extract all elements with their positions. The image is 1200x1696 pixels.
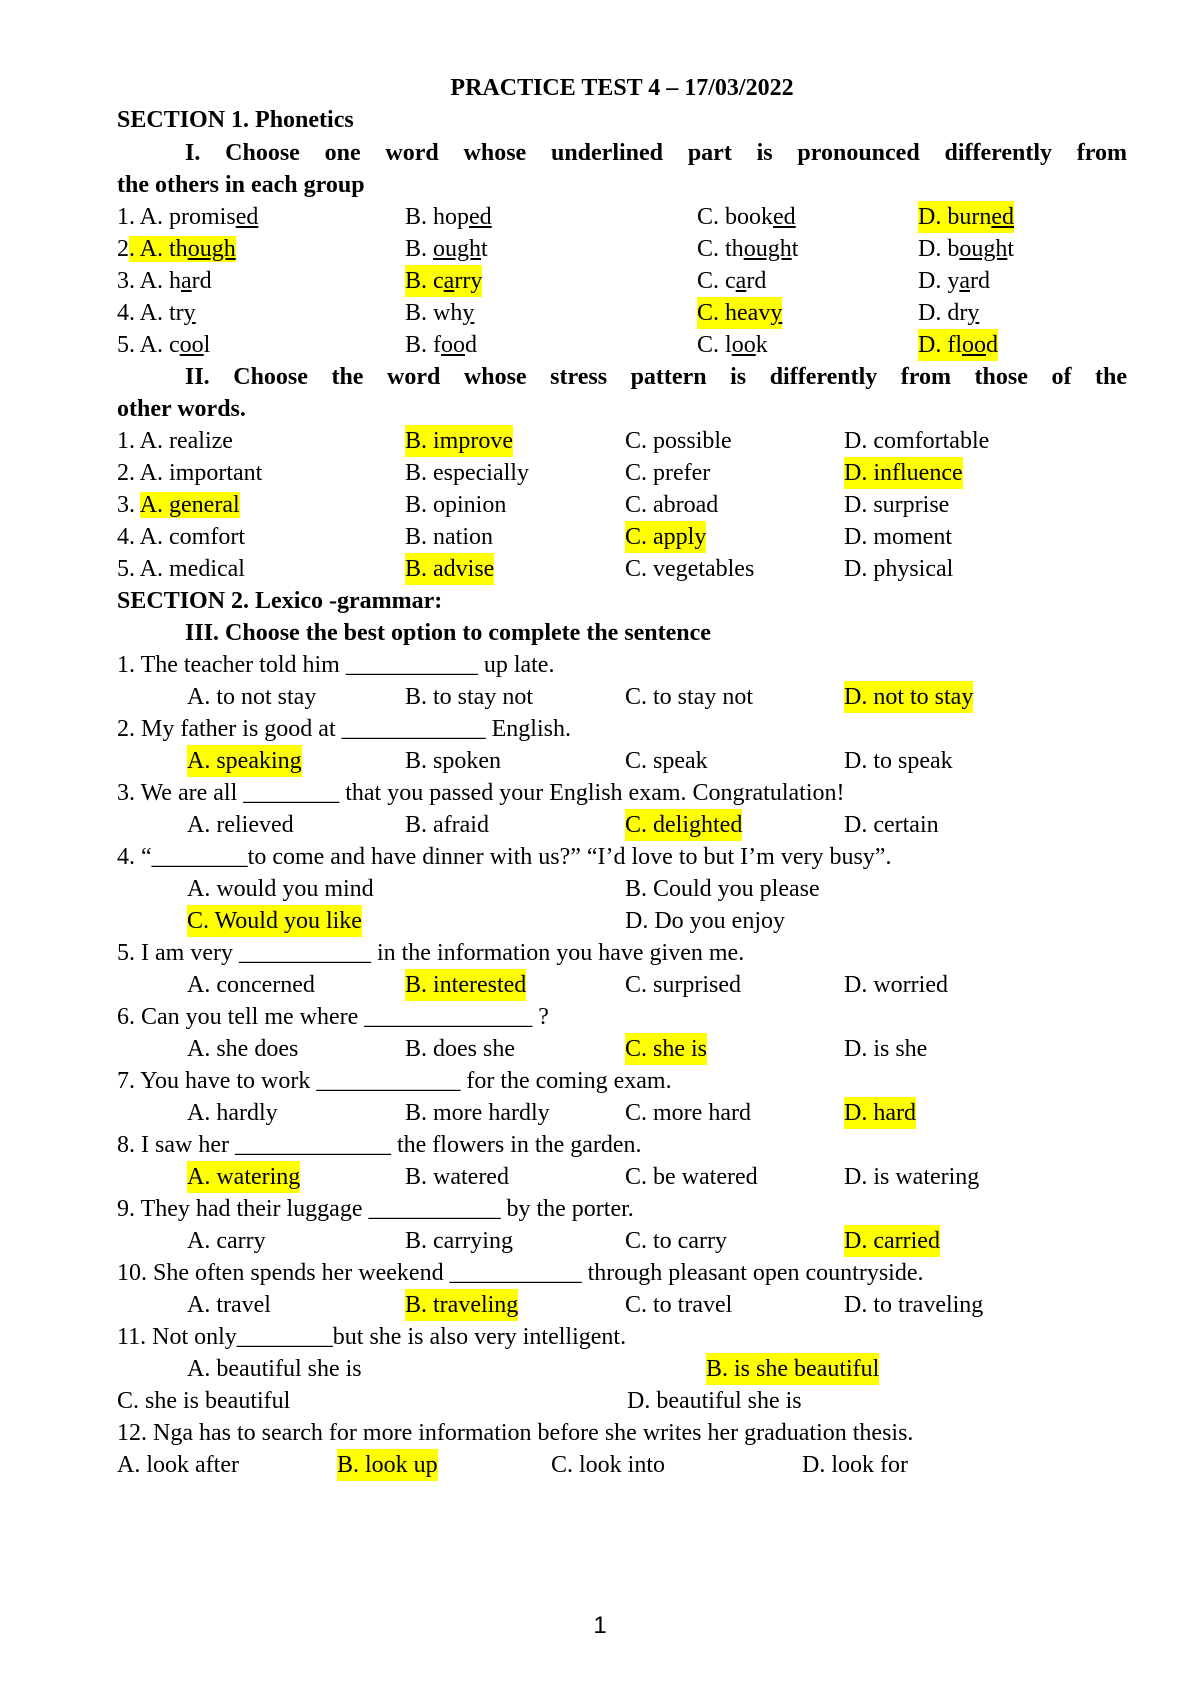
option-d: D. is watering xyxy=(844,1164,980,1190)
option-b-answer: B. carry xyxy=(405,265,482,297)
option-c: C. card xyxy=(697,268,767,294)
stress-row-2 xyxy=(117,457,1127,489)
option-b: B. why xyxy=(405,300,475,326)
question-10-options xyxy=(117,1289,1127,1321)
option-b: B. afraid xyxy=(405,812,489,838)
option-c: C. more hard xyxy=(625,1100,751,1126)
question-12: 12. Nga has to search for more information before she writes her graduation thesis. xyxy=(117,1420,914,1446)
part2-instruction-line1: II. Choose the word whose stress pattern is differently from those of the xyxy=(185,364,1127,390)
option-a: 1. A. promised xyxy=(117,204,259,230)
option-c: C. look into xyxy=(551,1452,666,1478)
option-c: C. possible xyxy=(625,428,732,454)
option-d-answer: D. not to stay xyxy=(844,681,973,713)
option-d-answer: D. burned xyxy=(918,201,1014,233)
stress-row-3 xyxy=(117,489,1127,521)
option-a: 1. A. realize xyxy=(117,428,233,454)
option-d: D. is she xyxy=(844,1036,928,1062)
option-d: D. look for xyxy=(802,1452,908,1478)
option-c-answer: C. apply xyxy=(625,521,706,553)
question-8: 8. I saw her _____________ the flowers in the garden. xyxy=(117,1132,642,1158)
option-d: D. physical xyxy=(844,556,954,582)
part1-instruction-line2: the others in each group xyxy=(117,172,365,198)
option-d-answer: D. flood xyxy=(918,329,998,361)
option-a: 2. A. though xyxy=(117,236,236,262)
option-c-answer: C. heavy xyxy=(697,297,782,329)
option-c: C. vegetables xyxy=(625,556,755,582)
option-d: D. yard xyxy=(918,268,990,294)
option-b: B. nation xyxy=(405,524,493,550)
option-d: D. worried xyxy=(844,972,948,998)
question-2-options xyxy=(117,745,1127,777)
question-11-options-row2 xyxy=(117,1385,1127,1417)
option-b-answer: B. traveling xyxy=(405,1289,518,1321)
option-b: B. especially xyxy=(405,460,529,486)
question-5: 5. I am very ___________ in the information you have given me. xyxy=(117,940,745,966)
option-d-answer: D. influence xyxy=(844,457,963,489)
section2-heading: SECTION 2. Lexico -grammar: xyxy=(117,588,443,614)
option-d: D. to speak xyxy=(844,748,953,774)
option-c: C. to travel xyxy=(625,1292,733,1318)
option-d: D. Do you enjoy xyxy=(625,908,785,934)
question-9-options xyxy=(117,1225,1127,1257)
option-a: 4. A. try xyxy=(117,300,196,326)
question-5-options xyxy=(117,969,1127,1001)
option-d: D. bought xyxy=(918,236,1015,262)
option-a: 5. A. cool xyxy=(117,332,211,358)
question-4-options-row1 xyxy=(117,873,1127,905)
question-1: 1. The teacher told him ___________ up late. xyxy=(117,652,555,678)
option-b: B. watered xyxy=(405,1164,509,1190)
phonetics-row-4 xyxy=(117,297,1127,329)
option-b: B. to stay not xyxy=(405,684,534,710)
question-3: 3. We are all ________ that you passed your English exam. Congratulation! xyxy=(117,780,845,806)
option-d: D. beautiful she is xyxy=(627,1388,802,1414)
phonetics-row-5 xyxy=(117,329,1127,361)
option-b: B. Could you please xyxy=(625,876,820,902)
option-a: A. travel xyxy=(187,1292,271,1318)
option-c: C. to stay not xyxy=(625,684,754,710)
option-c-answer: C. delighted xyxy=(625,809,742,841)
option-a-answer: 3. A. general xyxy=(117,492,240,518)
question-6: 6. Can you tell me where ______________ ? xyxy=(117,1004,549,1030)
option-a: A. carry xyxy=(187,1228,266,1254)
option-b-answer: B. is she beautiful xyxy=(706,1353,879,1385)
phonetics-row-1 xyxy=(117,201,1127,233)
section1-heading: SECTION 1. Phonetics xyxy=(117,107,354,133)
part3-instruction: III. Choose the best option to complete the sentence xyxy=(185,620,711,646)
option-c-answer: C. she is xyxy=(625,1033,707,1065)
question-12-options xyxy=(117,1449,1127,1481)
option-a-answer: A. watering xyxy=(187,1161,300,1193)
option-b-answer: B. advise xyxy=(405,553,494,585)
option-d: D. certain xyxy=(844,812,939,838)
option-d: D. surprise xyxy=(844,492,950,518)
option-b-answer: B. look up xyxy=(337,1449,438,1481)
stress-row-4 xyxy=(117,521,1127,553)
question-7: 7. You have to work ____________ for the coming exam. xyxy=(117,1068,672,1094)
option-c: C. speak xyxy=(625,748,708,774)
option-d: D. moment xyxy=(844,524,952,550)
option-a-answer: A. speaking xyxy=(187,745,302,777)
phonetics-row-2 xyxy=(117,233,1127,265)
question-4-options-row2 xyxy=(117,905,1127,937)
option-d: D. dry xyxy=(918,300,980,326)
option-a: 5. A. medical xyxy=(117,556,245,582)
question-4: 4. “________to come and have dinner with us?” “I’d love to but I’m very busy”. xyxy=(117,844,892,870)
question-10: 10. She often spends her weekend ___________ through pleasant open countryside. xyxy=(117,1260,924,1286)
option-d-answer: D. hard xyxy=(844,1097,916,1129)
option-a: 3. A. hard xyxy=(117,268,212,294)
part2-instruction-line2: other words. xyxy=(117,396,246,422)
option-c: C. be watered xyxy=(625,1164,758,1190)
option-c: C. she is beautiful xyxy=(117,1388,291,1414)
stress-row-5 xyxy=(117,553,1127,585)
option-b: B. does she xyxy=(405,1036,515,1062)
option-a: A. hardly xyxy=(187,1100,278,1126)
option-a: 4. A. comfort xyxy=(117,524,245,550)
option-a: 2. A. important xyxy=(117,460,263,486)
option-d-answer: D. carried xyxy=(844,1225,940,1257)
question-2: 2. My father is good at ____________ English. xyxy=(117,716,571,742)
option-b: B. hoped xyxy=(405,204,492,230)
option-b: B. more hardly xyxy=(405,1100,550,1126)
option-a: A. relieved xyxy=(187,812,294,838)
option-c: C. to carry xyxy=(625,1228,727,1254)
question-7-options xyxy=(117,1097,1127,1129)
part1-instruction-line1: I. Choose one word whose underlined part is pronounced differently from xyxy=(185,140,1127,166)
option-a: A. would you mind xyxy=(187,876,374,902)
option-d: D. to traveling xyxy=(844,1292,984,1318)
question-9: 9. They had their luggage ___________ by the porter. xyxy=(117,1196,634,1222)
question-6-options xyxy=(117,1033,1127,1065)
option-c-answer: C. Would you like xyxy=(187,905,362,937)
phonetics-row-3 xyxy=(117,265,1127,297)
option-a: A. to not stay xyxy=(187,684,317,710)
option-a: A. she does xyxy=(187,1036,299,1062)
option-b: B. spoken xyxy=(405,748,501,774)
option-b-answer: B. interested xyxy=(405,969,526,1001)
option-b-answer: B. improve xyxy=(405,425,513,457)
option-c: C. look xyxy=(697,332,768,358)
option-c: C. booked xyxy=(697,204,796,230)
option-a: A. look after xyxy=(117,1452,239,1478)
option-c: C. surprised xyxy=(625,972,741,998)
option-d: D. comfortable xyxy=(844,428,990,454)
option-c: C. prefer xyxy=(625,460,711,486)
option-c: C. thought xyxy=(697,236,799,262)
question-1-options xyxy=(117,681,1127,713)
question-11: 11. Not only________but she is also very intelligent. xyxy=(117,1324,627,1350)
question-8-options xyxy=(117,1161,1127,1193)
stress-row-1 xyxy=(117,425,1127,457)
page-number: 1 xyxy=(593,1612,607,1639)
option-a: A. concerned xyxy=(187,972,315,998)
option-b: B. opinion xyxy=(405,492,507,518)
option-b: B. ought xyxy=(405,236,488,262)
option-b: B. carrying xyxy=(405,1228,513,1254)
option-b: B. food xyxy=(405,332,477,358)
option-a: A. beautiful she is xyxy=(187,1356,362,1382)
page-title: PRACTICE TEST 4 – 17/03/2022 xyxy=(450,75,794,101)
question-11-options-row1 xyxy=(117,1353,1127,1385)
question-3-options xyxy=(117,809,1127,841)
option-c: C. abroad xyxy=(625,492,719,518)
